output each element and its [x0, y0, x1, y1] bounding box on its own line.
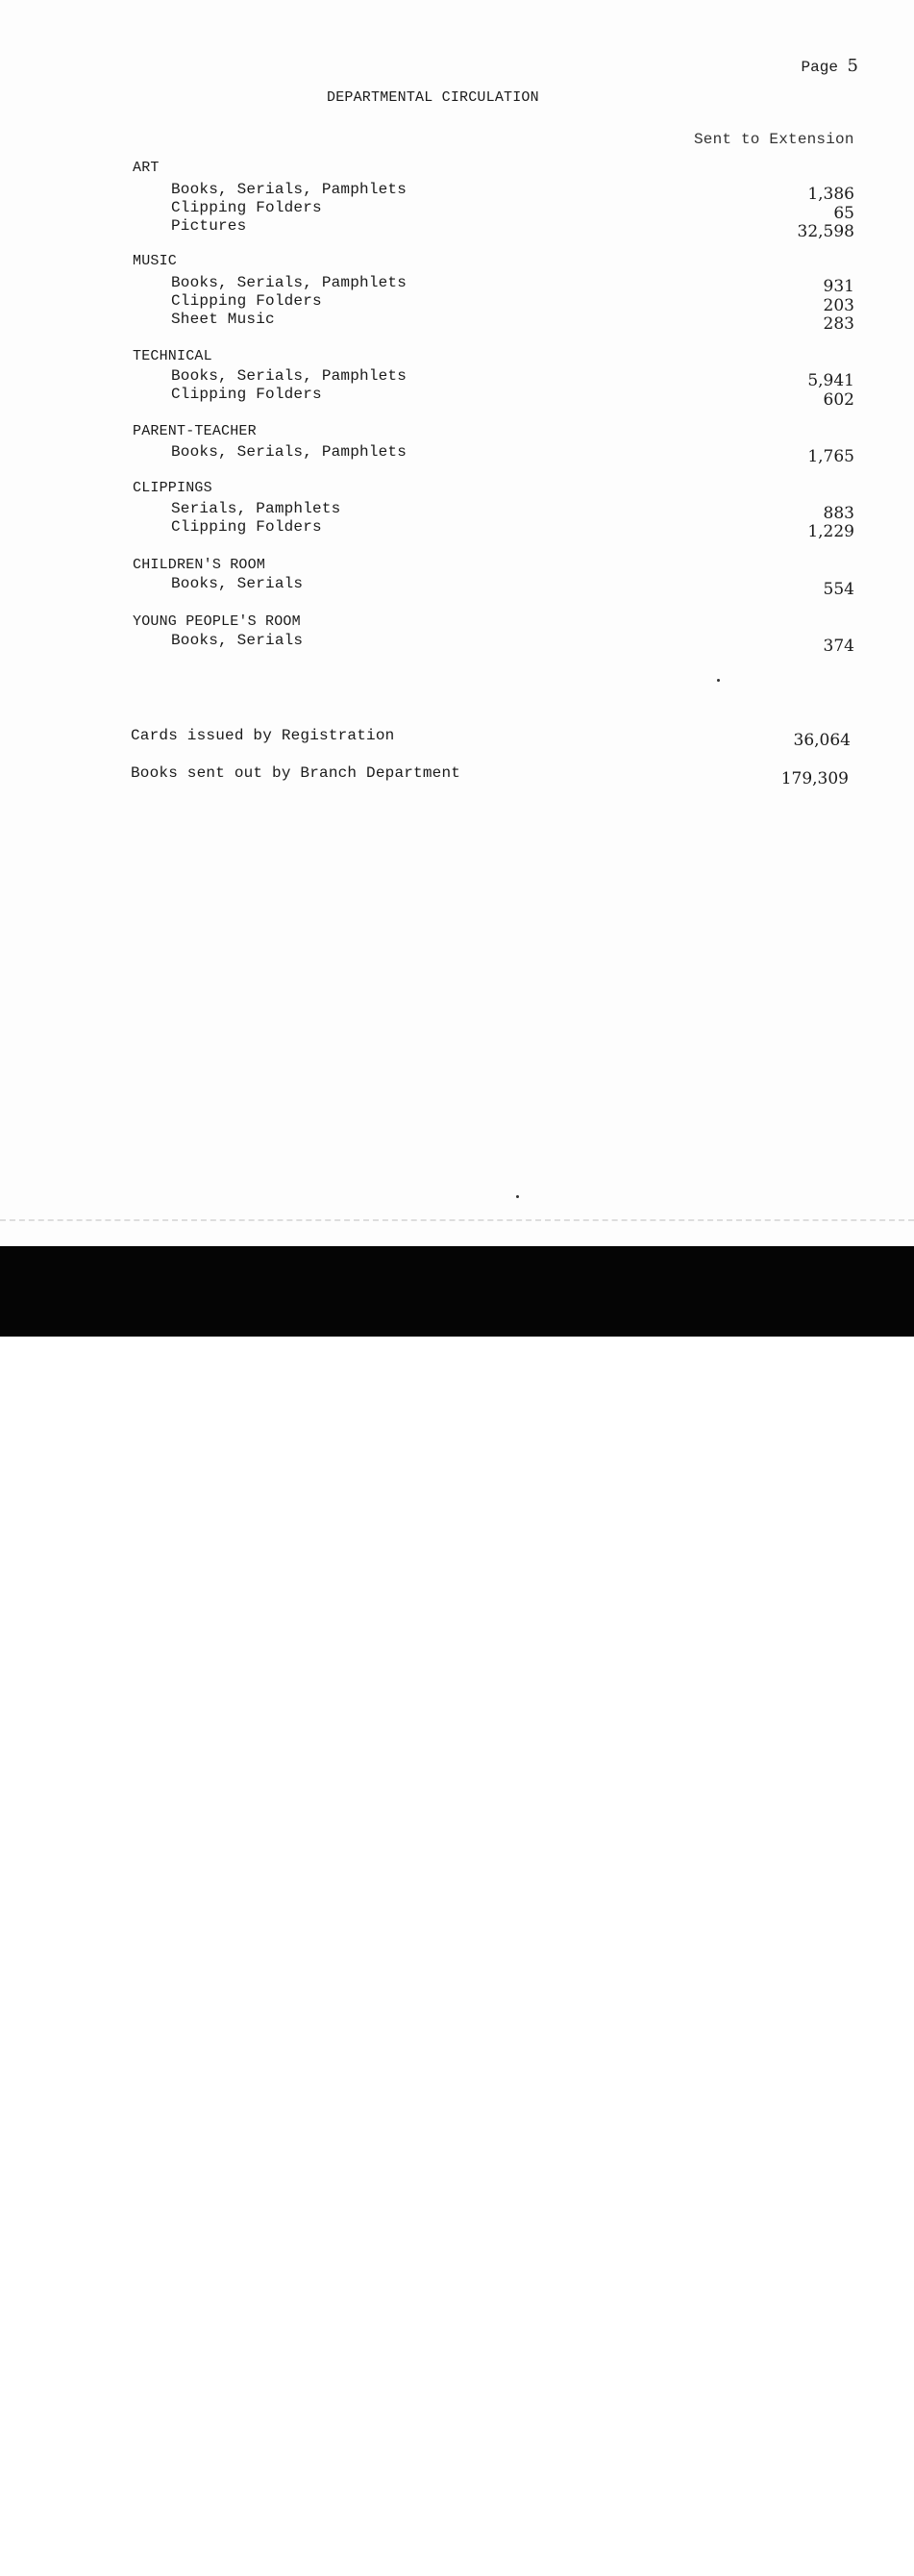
row-label: Books, Serials, Pamphlets: [171, 181, 408, 198]
row-value: 32,598: [797, 222, 854, 241]
row-label: Sheet Music: [171, 311, 275, 328]
total-label: Books sent out by Branch Department: [131, 764, 461, 782]
total-value: 36,064: [793, 731, 851, 750]
page-number: Page 5: [801, 56, 858, 76]
row-label: Books, Serials: [171, 575, 304, 592]
total-label: Cards issued by Registration: [131, 727, 395, 744]
row-value: 883: [823, 504, 854, 523]
section-heading: CHILDREN'S ROOM: [133, 557, 266, 573]
row-value: 65: [833, 204, 854, 223]
total-value: 179,309: [780, 769, 849, 788]
row-label: Clipping Folders: [171, 199, 322, 216]
row-value: 1,765: [807, 447, 854, 466]
section-heading: MUSIC: [133, 253, 178, 269]
row-value: 203: [823, 296, 854, 315]
section-heading: PARENT-TEACHER: [133, 423, 257, 439]
site-url: www.alamy.com: [755, 2546, 879, 2565]
section-heading: ART: [133, 160, 160, 176]
row-value: 1,386: [807, 185, 854, 204]
watermark-bar: [0, 1246, 914, 2575]
scan-dotted-line: [0, 1219, 914, 1225]
row-label: Clipping Folders: [171, 292, 322, 310]
section-heading: TECHNICAL: [133, 348, 212, 364]
alamy-logo: alamy: [27, 2509, 191, 2575]
row-value: 602: [823, 390, 854, 410]
row-value: 5,941: [807, 371, 854, 390]
ink-speck: [717, 679, 720, 682]
column-header: Sent to Extension: [694, 131, 854, 148]
row-value: 931: [823, 277, 854, 296]
row-label: Clipping Folders: [171, 518, 322, 536]
row-label: Books, Serials, Pamphlets: [171, 443, 408, 461]
row-label: Books, Serials, Pamphlets: [171, 274, 408, 291]
image-id: Image ID: 3A5NRAB: [720, 2515, 879, 2535]
row-label: Books, Serials, Pamphlets: [171, 367, 408, 385]
row-value: 554: [823, 580, 854, 599]
row-label: Books, Serials: [171, 632, 304, 649]
row-value: 1,229: [807, 522, 854, 541]
row-label: Clipping Folders: [171, 386, 322, 403]
row-label: Pictures: [171, 217, 247, 235]
document-title: DEPARTMENTAL CIRCULATION: [327, 89, 539, 106]
row-label: Serials, Pamphlets: [171, 500, 341, 517]
row-value: 374: [823, 637, 854, 656]
section-heading: YOUNG PEOPLE'S ROOM: [133, 613, 301, 630]
ink-speck: [516, 1195, 519, 1198]
document-page: [0, 0, 914, 1246]
section-heading: CLIPPINGS: [133, 480, 212, 496]
row-value: 283: [823, 314, 854, 334]
